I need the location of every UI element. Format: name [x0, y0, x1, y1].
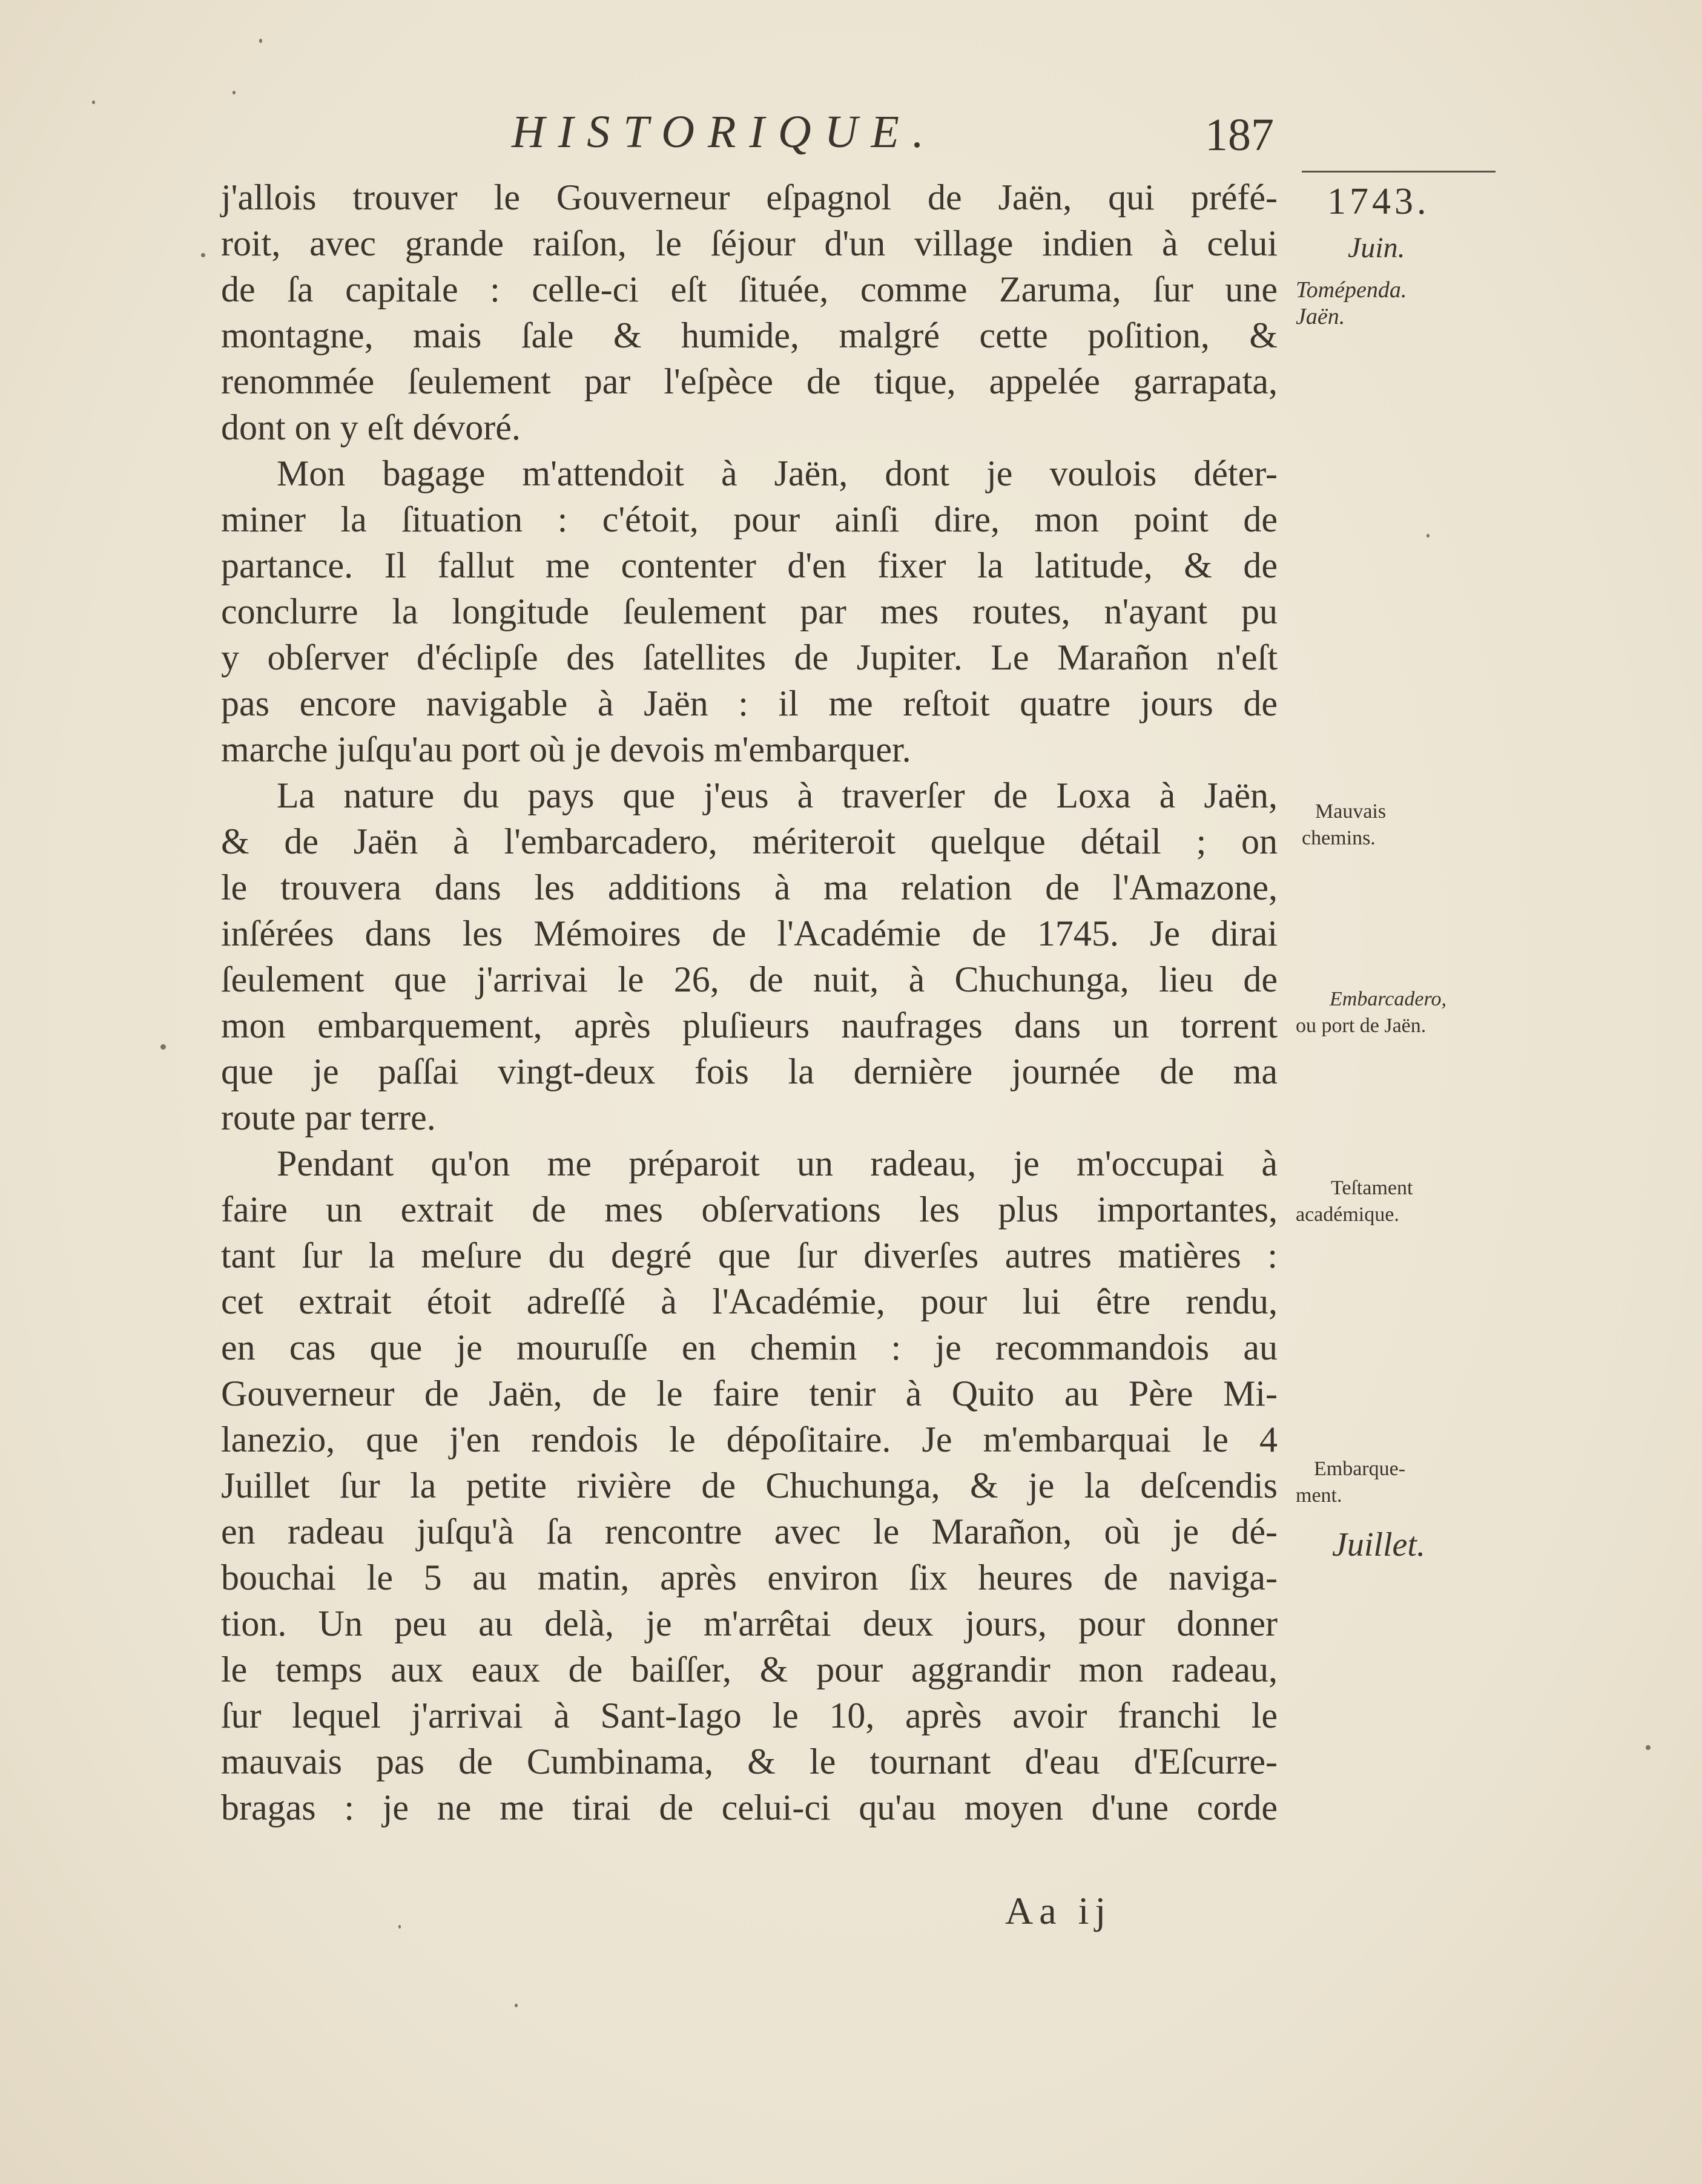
ink-speck	[398, 1925, 401, 1929]
text-line: bouchai le 5 au matin, après environ ſix heures de naviga-	[221, 1557, 1278, 1597]
margin-place-jaen: Jaën.	[1296, 304, 1345, 329]
margin-month-july: Juillet.	[1332, 1526, 1425, 1564]
margin-note-embarcadero: Embarcadero,	[1330, 988, 1446, 1010]
margin-note-ment: ment.	[1296, 1484, 1342, 1507]
body-text	[221, 174, 1278, 1830]
text-line: bragas : je ne me tirai de celui-ci qu'au moyen d'une corde	[221, 1788, 1278, 1827]
ink-speck	[1646, 1745, 1651, 1750]
text-line: tant ſur la meſure du degré que ſur diverſes autres matières :	[221, 1235, 1278, 1275]
text-line: de ſa capitale : celle-ci eſt ſituée, comme Zaruma, ſur une	[221, 269, 1278, 309]
text-line: inſérées dans les Mémoires de l'Académie de 1745. Je dirai	[221, 913, 1278, 953]
text-line: dont on y eſt dévoré.	[221, 407, 521, 447]
ink-speck	[1427, 534, 1430, 538]
text-line: mauvais pas de Cumbinama, & le tournant d'eau d'Eſcurre-	[221, 1742, 1278, 1781]
margin-note-chemins: chemins.	[1302, 827, 1376, 849]
ink-speck	[160, 1044, 166, 1050]
text-line: route par terre.	[221, 1097, 436, 1137]
text-line: renommée ſeulement par l'eſpèce de tique, appelée garrapata,	[221, 361, 1278, 401]
text-line: tion. Un peu au delà, je m'arrêtai deux jours, pour donner	[221, 1603, 1278, 1643]
text-line: pas encore navigable à Jaën : il me reſtoit quatre jours de	[221, 683, 1278, 723]
margin-year: 1743.	[1327, 181, 1430, 222]
margin-note-mauvais: Mauvais	[1315, 800, 1387, 823]
margin-place-tomependa: Tomépenda.	[1296, 277, 1407, 303]
text-line: Mon bagage m'attendoit à Jaën, dont je voulois déter-	[277, 453, 1278, 493]
margin-month-june: Juin.	[1348, 232, 1405, 264]
text-line: Juillet ſur la petite rivière de Chuchunga, & je la deſcendis	[221, 1465, 1278, 1505]
page-number: 187	[1205, 110, 1274, 160]
margin-note-academique: académique.	[1296, 1203, 1399, 1226]
text-line: conclurre la longitude ſeulement par mes routes, n'ayant pu	[221, 591, 1278, 631]
text-line: roit, avec grande raiſon, le ſéjour d'un village indien à celui	[221, 223, 1278, 263]
margin-note-testament: Teſtament	[1331, 1177, 1413, 1199]
text-line: ſur lequel j'arrivai à Sant-Iago le 10, après avoir franchi le	[221, 1696, 1278, 1735]
margin-note-port-de-jaen: ou port de Jaën.	[1296, 1015, 1427, 1037]
text-line: montagne, mais ſale & humide, malgré cette poſition, &	[221, 315, 1278, 355]
text-line: que je paſſai vingt-deux fois la dernière journée de ma	[221, 1051, 1278, 1091]
text-line: en cas que je mouruſſe en chemin : je recommandois au	[221, 1327, 1278, 1367]
text-line: ſeulement que j'arrivai le 26, de nuit, à Chuchunga, lieu de	[221, 959, 1278, 999]
running-header-title: HISTORIQUE.	[512, 107, 937, 157]
text-line: le trouvera dans les additions à ma relation de l'Amazone,	[221, 867, 1278, 907]
text-line: Gouverneur de Jaën, de le faire tenir à Quito au Père Mi-	[221, 1373, 1278, 1413]
text-line: le temps aux eaux de baiſſer, & pour aggrandir mon radeau,	[221, 1650, 1278, 1689]
ink-speck	[92, 100, 95, 104]
text-line: mon embarquement, après pluſieurs naufrages dans un torrent	[221, 1005, 1278, 1045]
signature-mark: Aa ij	[1005, 1889, 1112, 1932]
text-line: faire un extrait de mes obſervations les plus importantes,	[221, 1189, 1278, 1229]
text-line: Pendant qu'on me préparoit un radeau, je m'occupai à	[277, 1143, 1278, 1183]
text-line: & de Jaën à l'embarcadero, mériteroit quelque détail ; on	[221, 821, 1278, 861]
text-line: miner la ſituation : c'étoit, pour ainſi dire, mon point de	[221, 499, 1278, 539]
text-line: lanezio, que j'en rendois le dépoſitaire. Je m'embarquai le 4	[221, 1419, 1278, 1459]
ink-speck	[515, 2004, 518, 2007]
ink-speck	[233, 91, 236, 94]
text-line: marche juſqu'au port où je devois m'embarquer.	[221, 729, 911, 769]
ink-speck	[201, 253, 205, 257]
margin-header-rule	[1302, 171, 1496, 173]
text-line: La nature du pays que j'eus à traverſer de Loxa à Jaën,	[277, 775, 1278, 815]
text-line: en radeau juſqu'à ſa rencontre avec le Marañon, où je dé-	[221, 1511, 1278, 1551]
ink-speck	[259, 39, 262, 43]
text-line: partance. Il fallut me contenter d'en fixer la latitude, & de	[221, 545, 1278, 585]
margin-note-embarquement: Embarque-	[1314, 1458, 1406, 1480]
text-line: j'allois trouver le Gouverneur eſpagnol de Jaën, qui préfé-	[221, 177, 1278, 217]
text-line: cet extrait étoit adreſſé à l'Académie, pour lui être rendu,	[221, 1281, 1278, 1321]
text-line: y obſerver d'éclipſe des ſatellites de Jupiter. Le Marañon n'eſt	[221, 637, 1278, 677]
